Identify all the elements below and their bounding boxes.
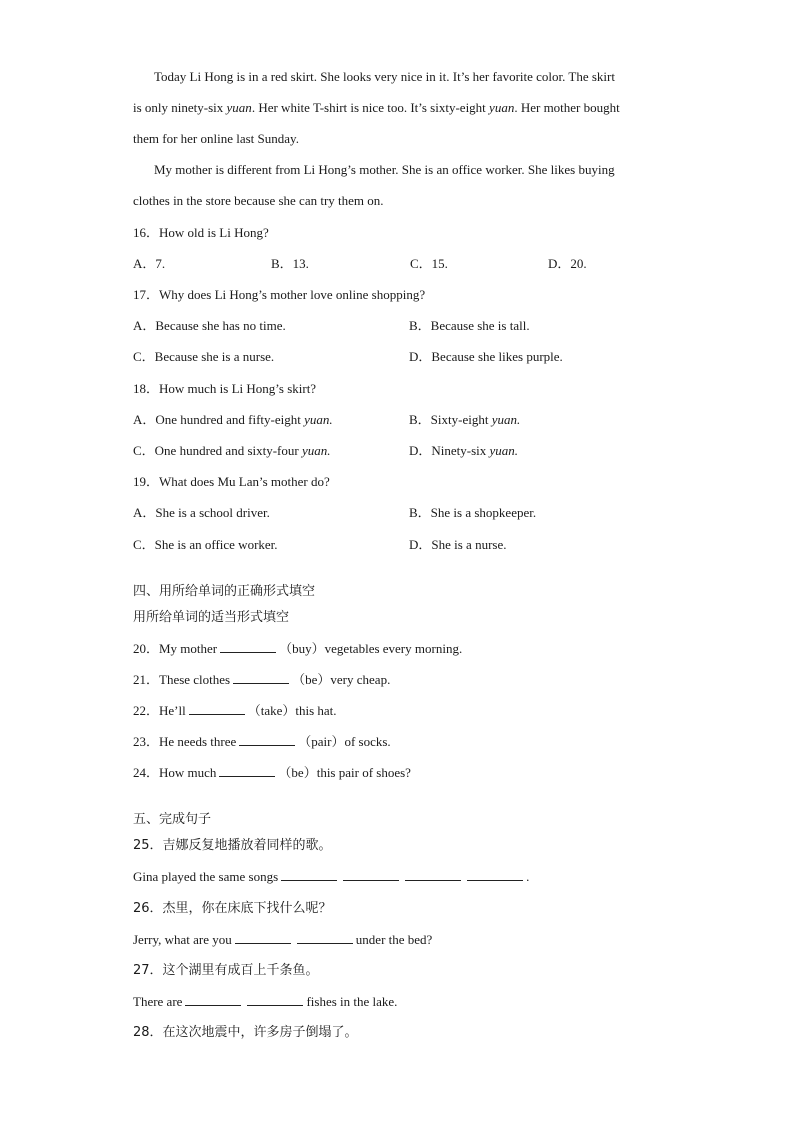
answer-blank[interactable] [189, 702, 245, 715]
sentence-28-chinese: 28．在这次地震中，许多房子倒塌了。 [133, 1025, 358, 1040]
question-19-option-a[interactable]: A．She is a school driver. [133, 505, 270, 520]
option-text: A．One hundred and fifty-eight [133, 412, 305, 427]
section-4-title: 四、用所给单词的正确形式填空 [133, 584, 316, 599]
question-19-option-d[interactable]: D．She is a nurse. [409, 537, 507, 552]
sentence-suffix: under the bed? [355, 932, 433, 947]
fill-prefix: 22．He’ll [133, 703, 186, 718]
fill-prefix: 20．My mother [133, 641, 218, 656]
passage-italic: yuan [226, 100, 252, 115]
passage-p1-line3 [133, 130, 299, 148]
fill-item-22 [133, 702, 337, 720]
section-5-title: 五、完成句子 [133, 812, 212, 827]
fill-word: （buy） [279, 641, 325, 656]
question-17-stem: 17．Why does Li Hong’s mother love online shopping? [133, 287, 426, 302]
fill-item-24 [133, 764, 411, 782]
passage-text: Today Li Hong is in a red skirt. She looks very nice in it. It’s her favorite color. The skirt [154, 69, 615, 84]
answer-blank[interactable] [467, 868, 523, 881]
question-16-option-d[interactable]: D．20. [548, 256, 587, 271]
question-19-option-b[interactable]: B．She is a shopkeeper. [409, 505, 537, 520]
answer-blank[interactable] [219, 764, 275, 777]
question-18-stem: 18．How much is Li Hong’s skirt? [133, 381, 317, 396]
section-4-subtitle: 用所给单词的适当形式填空 [133, 610, 290, 625]
fill-prefix: 24．How much [133, 765, 217, 780]
fill-prefix: 21．These clothes [133, 672, 231, 687]
fill-item-23 [133, 733, 391, 751]
passage-text: is only ninety-six [133, 100, 227, 115]
passage-p1-line1 [154, 68, 615, 86]
question-16-option-a[interactable]: A．7. [133, 256, 166, 271]
question-16-option-b[interactable]: B．13. [271, 256, 309, 271]
fill-word: （take） [247, 703, 296, 718]
sentence-25-english [133, 868, 529, 886]
question-17-option-a[interactable]: A．Because she has no time. [133, 318, 286, 333]
fill-suffix: this hat. [295, 703, 337, 718]
passage-text: My mother is different from Li Hong’s mother. She is an office worker. She likes buying [154, 162, 615, 177]
fill-suffix: of socks. [344, 734, 391, 749]
fill-suffix: this pair of shoes? [316, 765, 411, 780]
answer-blank[interactable] [233, 671, 289, 684]
answer-blank[interactable] [235, 931, 291, 944]
question-19-stem: 19．What does Mu Lan’s mother do? [133, 474, 330, 489]
sentence-prefix: There are [133, 994, 183, 1009]
passage-p1-line2 [133, 99, 620, 117]
passage-text: them for her online last Sunday. [133, 131, 299, 146]
question-16-option-c[interactable]: C．15. [410, 256, 448, 271]
fill-word: （be） [292, 672, 331, 687]
answer-blank[interactable] [239, 733, 295, 746]
passage-text: . Her mother bought [514, 100, 620, 115]
option-text: D．Ninety-six [409, 443, 490, 458]
passage-text: . Her white T-shirt is nice too. It’s sixty-eight [251, 100, 490, 115]
option-unit: yuan. [491, 412, 521, 427]
sentence-27-chinese: 27．这个湖里有成百上千条鱼。 [133, 963, 319, 978]
sentence-prefix: Gina played the same songs [133, 869, 279, 884]
passage-italic: yuan [489, 100, 515, 115]
option-unit: yuan. [304, 412, 333, 427]
fill-suffix: vegetables every morning. [324, 641, 463, 656]
question-19-option-c[interactable]: C．She is an office worker. [133, 537, 278, 552]
answer-blank[interactable] [405, 868, 461, 881]
sentence-25-chinese: 25．吉娜反复地播放着同样的歌。 [133, 838, 332, 853]
question-17-option-d[interactable]: D．Because she likes purple. [409, 349, 563, 364]
answer-blank[interactable] [185, 993, 241, 1006]
sentence-26-english [133, 931, 432, 949]
question-18-option-d[interactable] [409, 442, 518, 460]
option-unit: yuan. [489, 443, 519, 458]
fill-item-21 [133, 671, 390, 689]
fill-item-20 [133, 640, 462, 658]
answer-blank[interactable] [220, 640, 276, 653]
answer-blank[interactable] [343, 868, 399, 881]
fill-suffix: very cheap. [330, 672, 391, 687]
sentence-suffix: fishes in the lake. [306, 994, 398, 1009]
question-17-option-b[interactable]: B．Because she is tall. [409, 318, 530, 333]
sentence-26-chinese: 26．杰里，你在床底下找什么呢？ [133, 901, 332, 916]
sentence-27-english [133, 993, 397, 1011]
option-text: C．One hundred and sixty-four [133, 443, 302, 458]
fill-prefix: 23．He needs three [133, 734, 237, 749]
fill-word: （pair） [298, 734, 345, 749]
answer-blank[interactable] [297, 931, 353, 944]
passage-text: clothes in the store because she can try them on. [133, 193, 384, 208]
question-18-option-a[interactable] [133, 411, 333, 429]
option-text: B．Sixty-eight [409, 412, 492, 427]
passage-p2-line1 [154, 161, 615, 179]
sentence-prefix: Jerry, what are you [133, 932, 232, 947]
answer-blank[interactable] [281, 868, 337, 881]
fill-word: （be） [278, 765, 317, 780]
question-16-stem: 16．How old is Li Hong? [133, 225, 269, 240]
option-unit: yuan. [301, 443, 331, 458]
question-18-option-c[interactable] [133, 442, 331, 460]
sentence-suffix: . [526, 869, 530, 884]
question-17-option-c[interactable]: C．Because she is a nurse. [133, 349, 275, 364]
passage-p2-line2 [133, 192, 384, 210]
question-18-option-b[interactable] [409, 411, 520, 429]
answer-blank[interactable] [247, 993, 303, 1006]
